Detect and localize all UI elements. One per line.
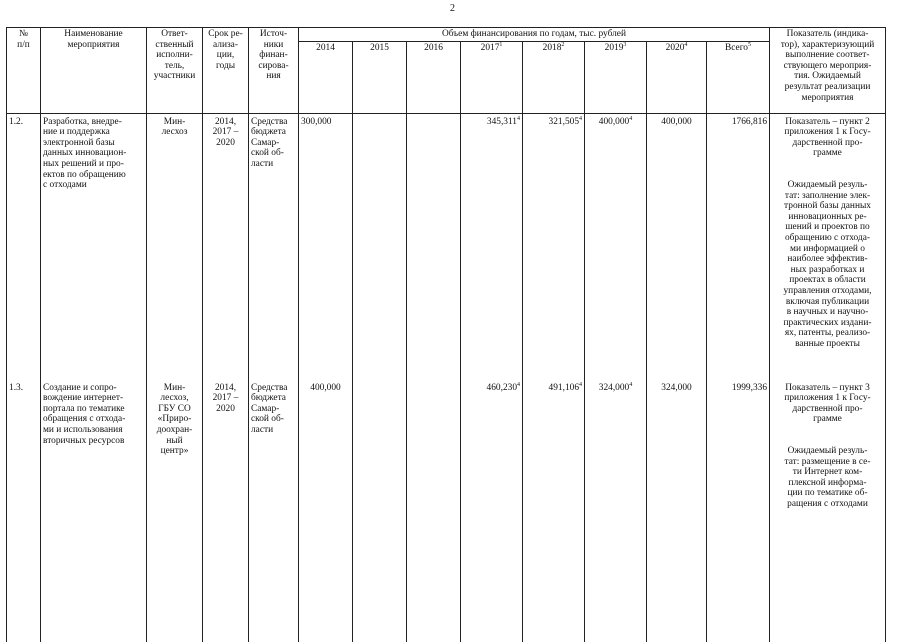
row-value-total: 1999,336 [707,381,770,642]
row-value-2017: 460,230$^4$ [461,381,523,642]
row-value-2014: 400,000 [299,381,353,642]
row-name: Создание и сопро- вождение интернет- портала по тематике обращения с отхода- ми и использования вторичных ресурсов [41,381,147,642]
row-indicator: Показатель – пункт 3 приложения 1 к Госу- дарственной про- грамме [784,382,871,425]
row-value-2015 [353,381,407,642]
row-indicator: Показатель – пункт 2 приложения 1 к Госу- дарственной про- грамме [784,116,871,159]
program-activities-table [6,27,886,642]
row-term: 2014, 2017 – 2020 [203,113,249,381]
header-indicator: Показатель (индика- тор), характеризующий выполнение соответ- ствующего мероприя- тия. Ожидаемый результат реализации мероприятия [770,28,886,114]
table-row [7,381,886,642]
row-value-2019: 400,000$^4$ [585,113,647,381]
row-responsible: Мин- лесхоз, ГБУ СО «Приро- доохран- ный центр» [147,381,203,642]
table-row [7,113,886,381]
row-value-2016 [407,113,461,381]
row-value-2018: 491,106$^4$ [523,381,585,642]
row-value-total: 1766,816 [707,113,770,381]
header-year: 2017$^1$ [461,41,523,113]
row-num: 1.2. [7,113,41,381]
header-name: Наименование мероприятия [41,28,147,114]
row-value-2015 [353,113,407,381]
row-source: Средства бюджета Самар- ской об- ласти [249,381,299,642]
row-value-2017: 345,311$^4$ [461,113,523,381]
row-source: Средства бюджета Самар- ской об- ласти [249,113,299,381]
row-value-2020: 324,000 [647,381,707,642]
row-value-2019: 324,000$^4$ [585,381,647,642]
header-financing: Объем финансирования по годам, тыс. рублей [299,28,770,42]
row-name: Разработка, внедре- ние и поддержка электронной базы данных инновацион- ных решений и про- ектов по обращению с отходами [41,113,147,381]
header-year: 2015 [353,41,407,113]
header-year: 2016 [407,41,461,113]
header-term: Срок ре- ализа- ции, годы [203,28,249,114]
header-responsible: Ответ- ственный исполни- тель, участники [147,28,203,114]
page-number: 2 [450,3,455,14]
row-expected-result: Ожидаемый резуль- тат: заполнение элек- тронной базы данных инновационных ре- шений и проектов по обращению с отхода- ми информацией о наиболее эффектив- ных разработках и проектах в области управления отходами, включая публикации в научных и научно- практических издани- ях, патенты, реализо- ванные проекты [783,179,872,349]
header-year: 2019$^3$ [585,41,647,113]
header-year: 2018$^2$ [523,41,585,113]
row-responsible: Мин- лесхоз [147,113,203,381]
header-total: Всего$^5$ [707,41,770,113]
header-year: 2014 [299,41,353,113]
row-num: 1.3. [7,381,41,642]
row-expected-result: Ожидаемый резуль- тат: размещение в се- ти Интернет ком- плексной информа- ции по тематике об- ращения с отходами [784,445,871,509]
row-value-2018: 321,505$^4$ [523,113,585,381]
header-year: 2020$^4$ [647,41,707,113]
row-indicator-cell [770,113,886,381]
row-term: 2014, 2017 – 2020 [203,381,249,642]
row-indicator-cell [770,381,886,642]
header-num: № п/п [7,28,41,114]
row-value-2020: 400,000 [647,113,707,381]
row-value-2014: 300,000 [299,113,353,381]
header-source: Источ- ники финан- сирова- ния [249,28,299,114]
row-value-2016 [407,381,461,642]
